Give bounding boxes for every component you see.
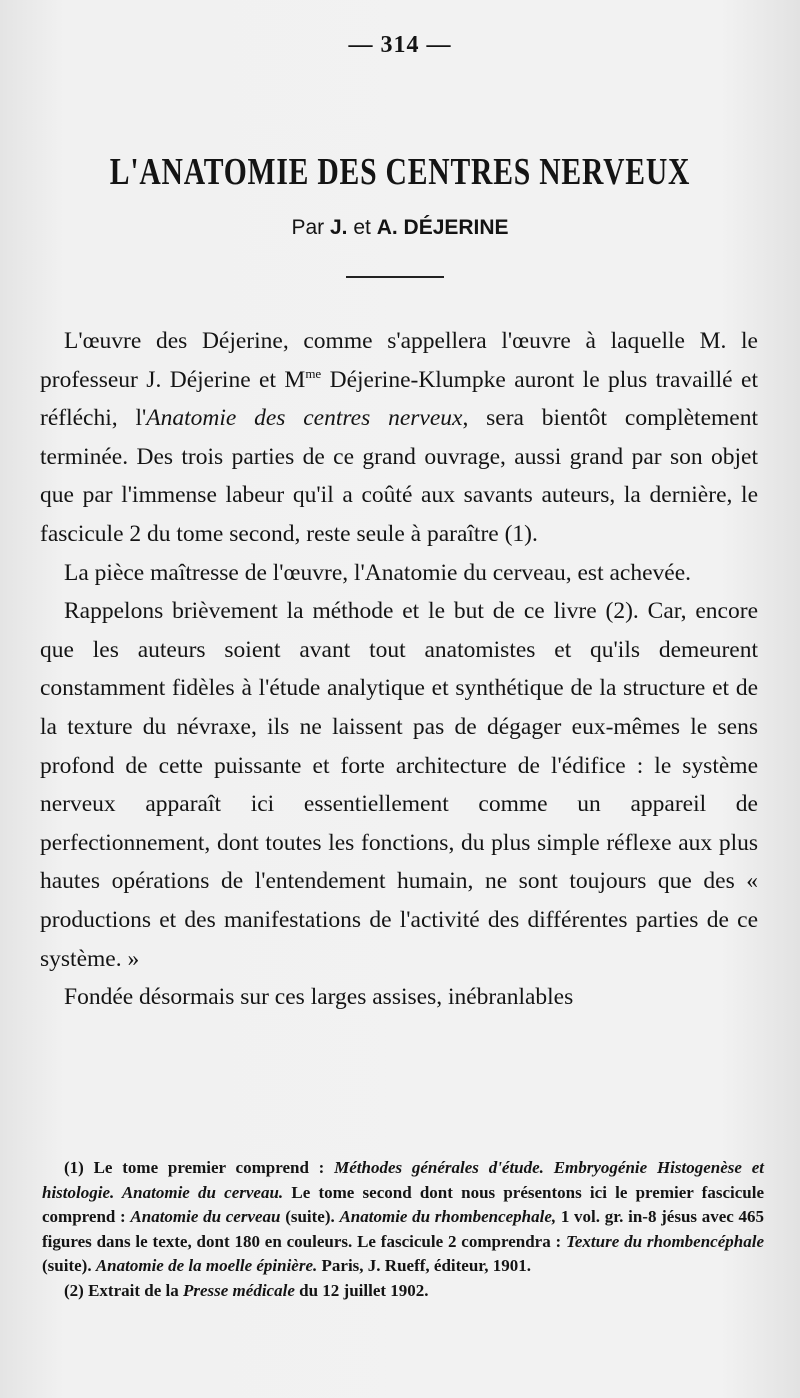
- footnotes: [42, 1156, 764, 1304]
- footnote-2-italic: Presse médicale: [182, 1280, 295, 1300]
- footnote-1: [42, 1156, 764, 1279]
- footnote-1-text-c: (suite).: [280, 1207, 340, 1227]
- byline-author-j: J.: [329, 216, 348, 239]
- footnote-1-text-e: (suite).: [42, 1256, 96, 1276]
- article-body: [40, 322, 758, 1017]
- paragraph-4: Fondée désormais sur ces larges assises, inébranlables: [64, 984, 574, 1011]
- paragraph-1-book-title: Anatomie des centres nerveux: [146, 405, 463, 432]
- footnote-2-text-a: (2) Extrait de la: [64, 1280, 183, 1300]
- byline-author-dejerine: A. DÉJERINE: [376, 216, 509, 239]
- byline: [0, 216, 800, 240]
- footnote-2: [42, 1279, 764, 1304]
- footnote-1-text-a: (1) Le tome premier comprend :: [64, 1158, 335, 1177]
- paragraph-1-text-b: Déjerine-Klumpke auront le plus travaillé et réfléchi, l': [40, 366, 758, 432]
- footnote-1-italic-3: Anatomie du rhombencephale,: [339, 1207, 557, 1227]
- byline-prefix: Par: [291, 216, 325, 239]
- footnote-1-italic-2: Anatomie du cerveau: [130, 1207, 281, 1227]
- footnote-1-text-f: Paris, J. Rueff, éditeur, 1901.: [317, 1256, 532, 1276]
- title-divider: [346, 276, 444, 278]
- footnote-1-italic-5: Anatomie de la moelle épinière.: [95, 1256, 318, 1276]
- footnote-1-italic-1: Méthodes générales d'étude. Embryogénie Histogenèse et histologie. Anatomie du cerveau.: [42, 1158, 764, 1202]
- paragraph-1: [40, 322, 758, 554]
- footnote-2-text-b: du 12 juillet 1902.: [294, 1280, 429, 1300]
- footnote-1-text-d: 1 vol. gr. in-8 jésus avec 465 figures dans le texte, dont 180 en couleurs. Le fascicule 2 comprendra :: [42, 1207, 765, 1251]
- page-number: — 314 —: [348, 32, 452, 58]
- paragraph-1-text-a: L'œuvre des Déjerine, comme s'appellera l'œuvre à laquelle M. le professeur J. Déjerine et M: [40, 328, 758, 393]
- byline-conjunction: et: [353, 216, 371, 239]
- paragraph-2: La pièce maîtresse de l'œuvre, l'Anatomie du cerveau, est achevée.: [64, 559, 692, 586]
- paragraph-1-superscript: me: [305, 365, 322, 381]
- footnote-1-italic-4: Texture du rhombencéphale: [566, 1231, 764, 1251]
- paragraph-1-text-c: , sera bientôt complètement terminée. Des trois parties de ce grand ouvrage, aussi grand par son objet que par l'immense labeur qu'il a coûté aux savants auteurs, la dernière, le fascicule 2 du tome second, reste seule à paraître (1).: [40, 405, 758, 547]
- footnote-1-text-b: Le tome second dont nous présentons ici le premier fascicule comprend :: [42, 1182, 764, 1227]
- article-title: L'ANATOMIE DES CENTRES NERVEUX: [109, 151, 691, 193]
- paragraph-3: Rappelons brièvement la méthode et le but de ce livre (2). Car, encore que les auteurs soient avant tout anatomistes et qu'ils demeurent constamment fidèles à l'étude analytique et synthétique de la structure et de la texture du névraxe, ils ne laissent pas de dégager eux-mêmes le sens profond de cette puissante et forte architecture de l'édifice : le système nerveux apparaît ici essentiellement comme un appareil de perfectionnement, dont toutes les fonctions, du plus simple réflexe aux plus hautes opérations de l'entendement humain, ne sont toujours que des « productions et des manifestations de l'activité des différentes parties de ce système. »: [40, 598, 758, 972]
